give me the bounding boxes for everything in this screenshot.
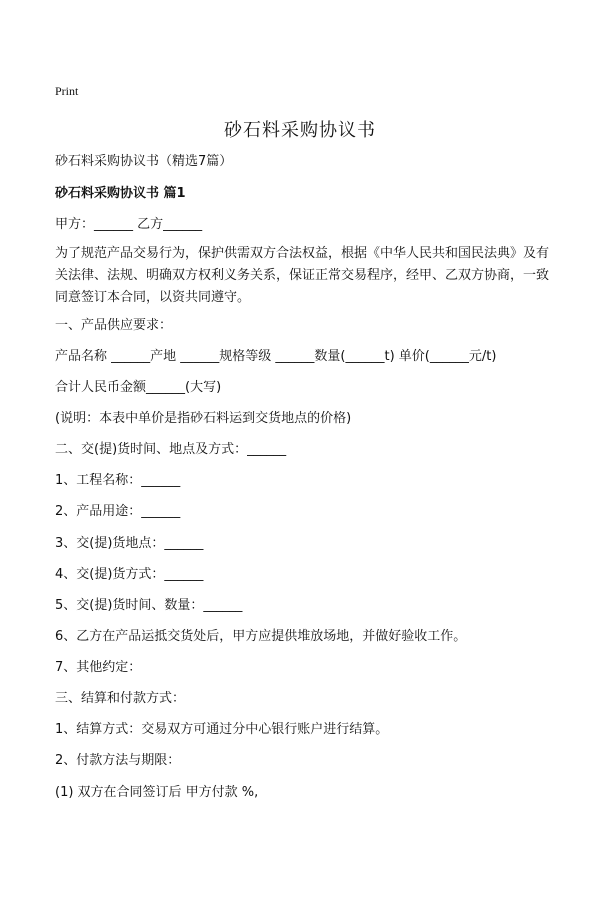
clause-line: 7、其他约定： [55, 660, 142, 675]
clause-line: 5、交(提)货时间、数量：______ [55, 598, 243, 613]
document-subtitle: 砂石料采购协议书（精选7篇） [55, 154, 233, 169]
clause-line: (说明：本表中单价是指砂石料运到交货地点的价格) [55, 411, 352, 426]
clause-line: (1) 双方在合同签订后 甲方付款 %, [55, 785, 259, 800]
clause-line: 4、交(提)货方式：______ [55, 567, 204, 582]
clause-line: 2、产品用途：______ [55, 504, 181, 519]
clause-line: 一、产品供应要求： [55, 318, 173, 333]
clause-line: 3、交(提)货地点：______ [55, 536, 204, 551]
parties-line: 甲方：______ 乙方______ [55, 217, 203, 232]
clause-line: 产品名称 ______产地 ______规格等级 ______数量(______t) 单价(______元/t) [55, 349, 497, 364]
clause-line: 合计人民币金额______(大写) [55, 380, 222, 395]
print-link[interactable]: Print [55, 84, 79, 98]
clause-line: 二、交(提)货时间、地点及方式：______ [55, 442, 287, 457]
clause-line: 三、结算和付款方式： [55, 691, 186, 706]
clause-line: 1、结算方式：交易双方可通过分中心银行账户进行结算。 [55, 722, 389, 737]
intro-paragraph: 为了规范产品交易行为，保护供需双方合法权益，根据《中华人民共和国民法典》及有关法律、法规、明确双方权利义务关系，保证正常交易程序，经甲、乙双方协商，一致同意签订本合同，以资共同遵守。 [55, 246, 550, 305]
section-heading: 砂石料采购协议书 篇1 [55, 186, 186, 201]
clause-line: 1、工程名称：______ [55, 473, 181, 488]
clause-line: 2、付款方法与期限： [55, 753, 181, 768]
clause-line: 6、乙方在产品运抵交货处后，甲方应提供堆放场地，并做好验收工作。 [55, 629, 467, 644]
document-title: 砂石料采购协议书 [224, 120, 376, 141]
